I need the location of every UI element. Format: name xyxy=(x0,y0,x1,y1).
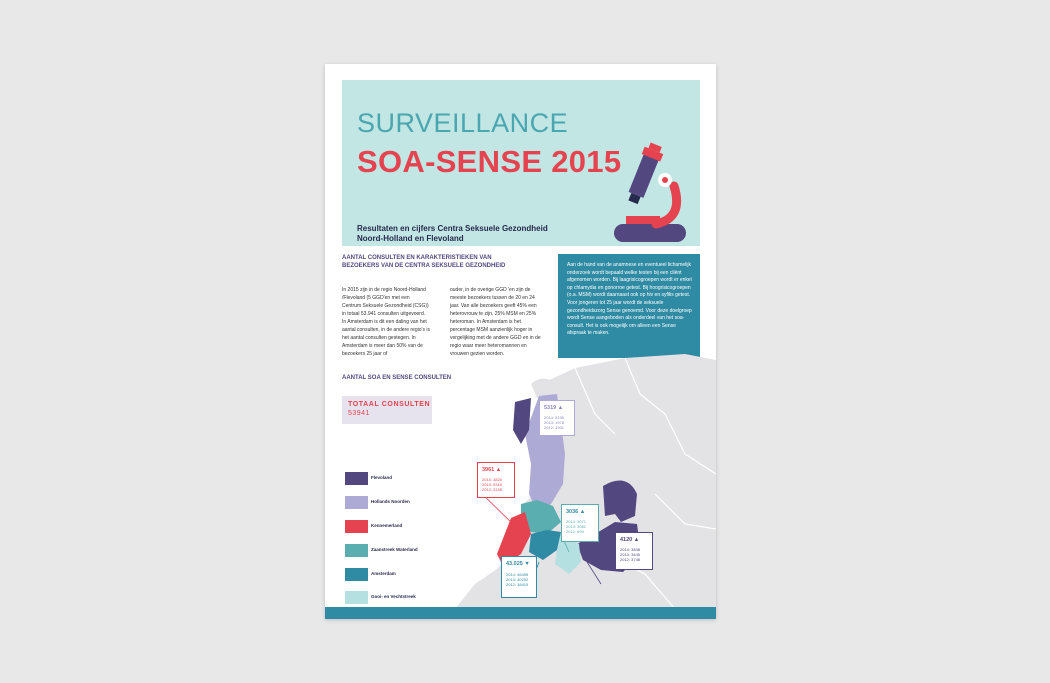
legend-label: Kennemerland xyxy=(371,523,403,528)
callout-zaanstreek xyxy=(561,504,599,542)
section-heading-consults xyxy=(342,254,542,270)
callout-value: 3961 ▲ xyxy=(482,467,502,473)
total-consults-box xyxy=(342,396,432,424)
callout-line: 2013: 3445 xyxy=(620,552,641,557)
legend-swatch xyxy=(345,568,368,581)
legend-label: Amsterdam xyxy=(371,571,396,576)
legend-item xyxy=(345,472,465,486)
info-box xyxy=(558,254,700,358)
microscope-icon xyxy=(612,140,702,246)
hero-subtitle-line: Noord-Holland en Flevoland xyxy=(357,234,464,243)
callout-value: 43.025 ▼ xyxy=(506,561,530,567)
body-column-2: ouder, in de overige GGD 'en zijn de meeste bezoekers tussen de 20 en 24 jaar. Van alle bezoekers geeft 45% een heterovrouw te zijn, 25% MSM en 25% heteroman. In Amsterdam is het percentage MSM aanzienlijk hoger in vergelijking met de andere GGD en in de regio waar meer heteromannen en vrouwen gezien worden. xyxy=(450,287,541,357)
legend-swatch xyxy=(345,496,368,509)
legend-item xyxy=(345,520,465,534)
callout-line: 2014: 46495 xyxy=(506,572,529,577)
legend-item xyxy=(345,591,465,605)
section-heading-soa: AANTAL SOA EN SENSE CONSULTEN xyxy=(342,375,452,381)
infographic-page xyxy=(325,64,716,619)
hero-subtitle-line: Resultaten en cijfers Centra Seksuele Gezondheid xyxy=(357,224,548,233)
legend-label: Gooi- en Vechtstreek xyxy=(371,594,416,599)
callout-value: 4120 ▲ xyxy=(620,537,640,543)
callout-line: 2013: 40252 xyxy=(506,577,529,582)
legend-swatch xyxy=(345,472,368,485)
callout-line: 2014: 3071 xyxy=(566,519,587,524)
callout-value: 3036 ▲ xyxy=(566,509,586,515)
callout-line: 2013: 5310 xyxy=(482,482,503,487)
total-consults-label: TOTAAL CONSULTEN xyxy=(348,401,431,408)
callout-amsterdam xyxy=(501,556,537,598)
callout-flevoland xyxy=(615,532,653,570)
legend-label: Zaanstreek Waterland xyxy=(371,547,418,552)
callout-line: 2012: 1901 xyxy=(544,425,565,430)
legend-label: Flevoland xyxy=(371,475,393,480)
legend-swatch xyxy=(345,544,368,557)
callout-line: 2012: 699 xyxy=(566,529,584,534)
callout-line: 2014: 3838 xyxy=(620,547,641,552)
total-consults-value: 53941 xyxy=(348,410,370,417)
callout-value: 5319 ▲ xyxy=(544,405,564,411)
legend-item xyxy=(345,568,465,582)
legend-item xyxy=(345,544,465,558)
callout-kennemerland xyxy=(477,462,515,498)
callout-line: 2012: 3155 xyxy=(482,487,503,492)
callout-line: 2013: 3061 xyxy=(566,524,587,529)
callout-line: 2012: 38415 xyxy=(506,582,529,587)
callout-line: 2012: 3748 xyxy=(620,557,641,562)
legend-swatch xyxy=(345,520,368,533)
page-title: SOA-SENSE 2015 xyxy=(357,144,622,179)
info-box-text: Aan de hand van de anamnese en eventueel lichamelijk onderzoek wordt bepaald welke testen bij een cliënt afgenomen worden. Bij laagrisicogroepen wordt er enkel op chlamydia en gonorroe getest. Bij hoogrisicogroepen (o.a. MSM) wordt daarnaast ook op hiv en syfilis getest. Voor jongeren tot 25 jaar wordt de seksuele gezondheidszorg Sense genoemd. Voor deze doelgroep wordt Sense aangeboden als onderdeel van het soa-consult. Het is ook mogelijk om alleen een Sense afspraak te maken. xyxy=(567,262,692,337)
callout-line: 2014: 3820 xyxy=(482,477,503,482)
callout-line: 2013: 1978 xyxy=(544,420,565,425)
callout-hollands-noorden xyxy=(539,400,575,436)
legend-label: Hollands Noorden xyxy=(371,499,410,504)
body-column-1: In 2015 zijn in de regio Noord-Holland /Flevoland (5 GGD'en met een Centrum Seksuele Gezondheid (CSG)) in totaal 53.941 consulten uitgevoerd. In Amsterdam is dit een daling van het aantal consulten, in de andere regio's is het aantal consulten gestegen. In Amsterdam is meer dan 50% van de bezoekers 25 jaar of xyxy=(342,287,430,357)
hero-kicker: SURVEILLANCE xyxy=(357,108,569,138)
footer-bar xyxy=(325,607,716,619)
hero-banner xyxy=(342,80,700,246)
legend-item xyxy=(345,496,465,510)
hero-subtitle xyxy=(357,224,597,244)
section-heading-line: AANTAL CONSULTEN EN KARAKTERISTIEKEN VAN xyxy=(342,255,492,261)
callout-line: 2014: 5195 xyxy=(544,415,565,420)
legend-swatch xyxy=(345,591,368,604)
section-heading-line: BEZOEKERS VAN DE CENTRA SEKSUELE GEZONDHEID xyxy=(342,263,506,269)
